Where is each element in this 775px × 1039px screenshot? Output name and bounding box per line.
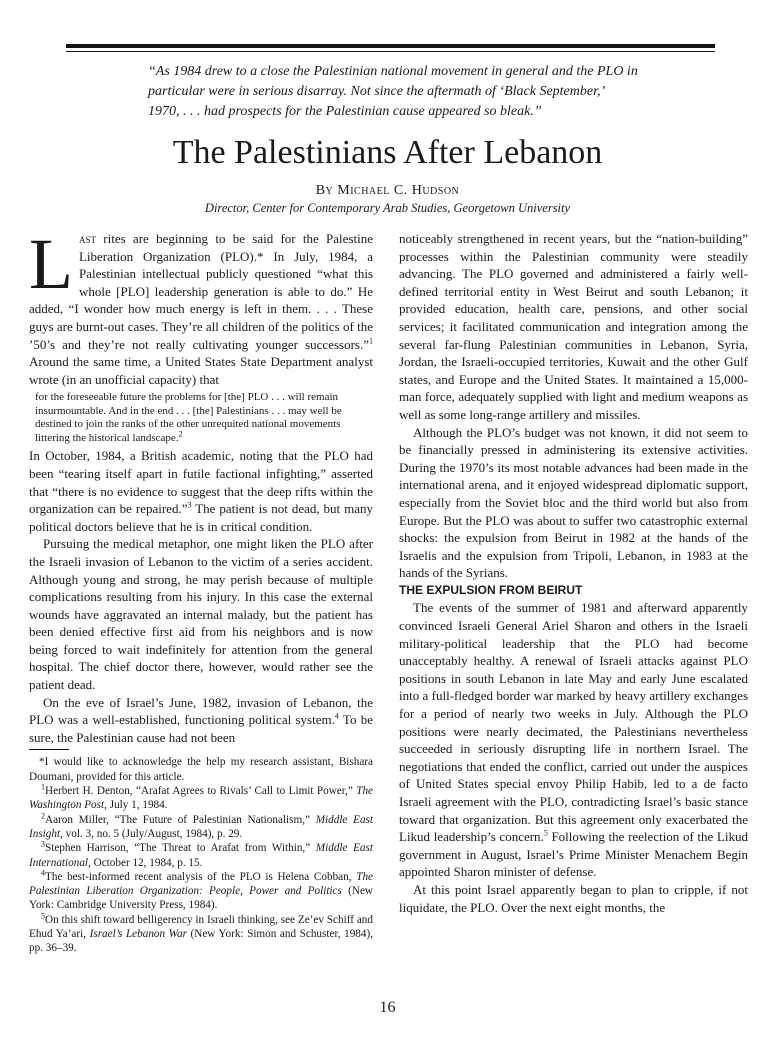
footnote-5-marker: 5	[41, 910, 45, 920]
footnote-2-date: vol. 3, no. 5 (July/August, 1984), p. 29.	[62, 827, 243, 840]
footnote-ref-4: 4	[334, 711, 339, 721]
footnote-4-publisher: (New York: Cambridge University Press, 1984).	[29, 885, 373, 912]
footnote-ref-5: 5	[543, 828, 548, 838]
footnote-rule	[29, 749, 69, 750]
right-paragraph-3-text: The events of the summer of 1981 and afterward apparently convinced Israeli General Ariel Sharon and others in the Israeli military-political leadership that the PLO had become unacceptably healthy. A renewal of Israeli attacks against PLO positions in south Lebanon in late May and early June escalated into a full-fledged border war marked by heavy artillery exchanges for a period of nearly two weeks in July. Although the PLO positions were nearly decimated, the Palestinians nevertheless succeeded in seriously disrupting life in northern Israel. The negotiations that ended the conflict, carried out under the auspices of United States special envoy Philip Habib, led to a de facto Israeli agreement with the PLO, contradicting Israel’s basic stance toward that organization. But this agreement only exacerbated the Likud leadership’s concern.	[399, 600, 748, 845]
footnote-2-marker: 2	[41, 810, 45, 820]
footnote-3	[29, 841, 373, 870]
paragraph-1-text-b: Around the same time, a United States State Department analyst wrote (in an unofficial capacity) that	[29, 354, 373, 387]
epigraph: “As 1984 drew to a close the Palestinian national movement in general and the PLO in particular were in serious disarray. Not since the aftermath of ‘Black September,’ 1970, . . . had prospects for the Palestinian cause appeared so bleak.”	[148, 64, 638, 119]
header-rule-thin	[66, 51, 715, 52]
footnote-ref-2: 2	[178, 429, 183, 439]
footnote-5-publisher: (New York: Simon and Schuster, 1984), pp. 36–39.	[29, 928, 374, 955]
right-paragraph-3	[399, 599, 748, 881]
block-quote-text: for the foreseeable future the problems for [the] PLO . . . will remain insurmountable. And in the end . . . [the] Palestinians . . . may well be destined to join the ranks of the other unrequited national movements littering the historical landscape.	[35, 391, 342, 444]
footnote-5-text: On this shift toward belligerency in Israeli thinking, see Ze’ev Schiff and Ehud Ya’ari,	[29, 913, 373, 940]
paragraph-3: Pursuing the medical metaphor, one might liken the PLO after the Israeli invasion of Lebanon to the victim of a series accident. Although young and strong, he may perish because of multiple complications resulting from his injury. In this case the external wounds have aggravated an internal malady, but the patient has been denied effective first aid from his neighbors and is now being forced to wait indefinitely for attention from the general hospital. The chief doctor there, however, would rather see the patient dead.	[29, 536, 373, 693]
footnote-3-marker: 3	[41, 839, 45, 849]
paragraph-4-text-b: To be sure, the Palestinian cause had not been	[29, 712, 373, 745]
footnote-4-text: The best-informed recent analysis of the PLO is Helena Cobban,	[45, 870, 357, 883]
author-byline: By Michael C. Hudson	[315, 183, 460, 198]
footnote-4	[29, 870, 373, 913]
drop-cap: L	[29, 224, 73, 304]
footnote-star: *I would like to acknowledge the help my research assistant, Bishara Doumani, provided for this article.	[29, 756, 373, 783]
footnote-1-source: The Washington Post,	[29, 785, 373, 812]
footnote-4-source: The Palestinian Liberation Organization: People, Power and Politics	[29, 870, 373, 898]
footnotes	[29, 755, 373, 955]
paragraph-4	[29, 694, 373, 747]
right-paragraph-1: noticeably strengthened in recent years, but the “nation-building” processes within the Palestinian community were steadily advancing. The PLO governed and administered a fairly well-defined territorial entity in West Beirut and south Lebanon; it provided education, health care, pensions, and other social services; it facilitated communication and integration among the several far-flung Palestinian communities in Lebanon, Syria, Jordan, the Israeli-occupied territories, Kuwait and the other Gulf states, and Europe and the United States. It maintained a 15,000-man force, adequately supplied with light and medium weapons as well as some long-range artillery and missiles.	[399, 231, 748, 422]
paragraph-4-text: On the eve of Israel’s June, 1982, invasion of Lebanon, the PLO was a well-established, functioning political system.	[29, 694, 373, 728]
footnote-2-text: Aaron Miller, “The Future of Palestinian Nationalism,”	[45, 813, 316, 826]
paragraph-1	[29, 224, 373, 388]
article-title: The Palestinians After Lebanon	[172, 134, 603, 171]
paragraph-2-text-b: The patient is not dead, but many political doctors believe that he is in critical condition.	[29, 501, 373, 534]
footnote-1-date: July 1, 1984.	[106, 799, 168, 812]
footnote-3-text: Stephen Harrison, “The Threat to Arafat from Within,”	[45, 842, 316, 855]
block-quote	[35, 391, 373, 445]
footnote-4-marker: 4	[41, 868, 45, 878]
page-number: 16	[379, 999, 396, 1016]
footnote-1-marker: 1	[41, 782, 45, 792]
section-heading: THE EXPULSION FROM BEIRUT	[399, 582, 583, 597]
left-column	[29, 224, 374, 956]
footnote-5-source: Israel’s Lebanon War	[89, 928, 187, 940]
paragraph-2	[29, 447, 373, 535]
lead-smallcaps: ast	[78, 231, 96, 246]
paragraph-2-text: In October, 1984, a British academic, noting that the PLO had been “tearing itself apart in futile factional infighting,” asserted that “there is no evidence to suggest that the deep rifts within the organization can be repaired.”	[29, 448, 373, 517]
footnote-3-source: Middle East International,	[29, 842, 373, 869]
footnote-ref-3: 3	[187, 500, 192, 510]
header-rule-thick	[66, 44, 715, 48]
right-paragraph-3-text-b: Following the reelection of the Likud government in August, Israel’s Prime Minister Menachem Begin appointed Sharon minister of defense.	[399, 829, 748, 880]
footnote-3-date: October 12, 1984, p. 15.	[90, 856, 203, 869]
paragraph-1-text: rites are beginning to be said for the Palestine Liberation Organization (PLO).* In July, 1984, a Palestinian intellectual publicly questioned “what this whole [PLO] leadership generation is able to do.” He added, “I wonder how much energy is left in them. . . . These guys are burnt-out cases. They’re all children of the politics of the ’50’s and they’re not really cultivating younger successors.”	[29, 231, 373, 352]
footnote-5	[29, 910, 374, 956]
footnote-1	[29, 784, 373, 813]
right-column	[399, 230, 748, 916]
footnote-ref-1: 1	[369, 336, 373, 346]
footnote-2-source: Middle East Insight,	[29, 813, 373, 840]
author-affiliation: Director, Center for Contemporary Arab Studies, Georgetown University	[204, 201, 571, 215]
footnote-2	[29, 810, 373, 842]
right-paragraph-2: Although the PLO’s budget was not known, it did not seem to be financially pressed in administering its extensive activities. During the 1970’s its most notable advances had been made in the international arena, and it enjoyed widespread diplomatic support, especially from the Soviet bloc and the third world but also from Europe. But the PLO was about to suffer two catastrophic external shocks: the expulsion from Beirut in 1982 at the hands of the Israelis and the expulsion from Tripoli, Lebanon, in 1983 at the hands of the Syrians.	[399, 424, 748, 581]
right-paragraph-4: At this point Israel apparently began to plan to cripple, if not liquidate, the PLO. Over the next eight months, the	[399, 881, 748, 915]
footnote-1-text: Herbert H. Denton, “Arafat Agrees to Rivals’ Call to Limit Power,”	[45, 785, 357, 798]
